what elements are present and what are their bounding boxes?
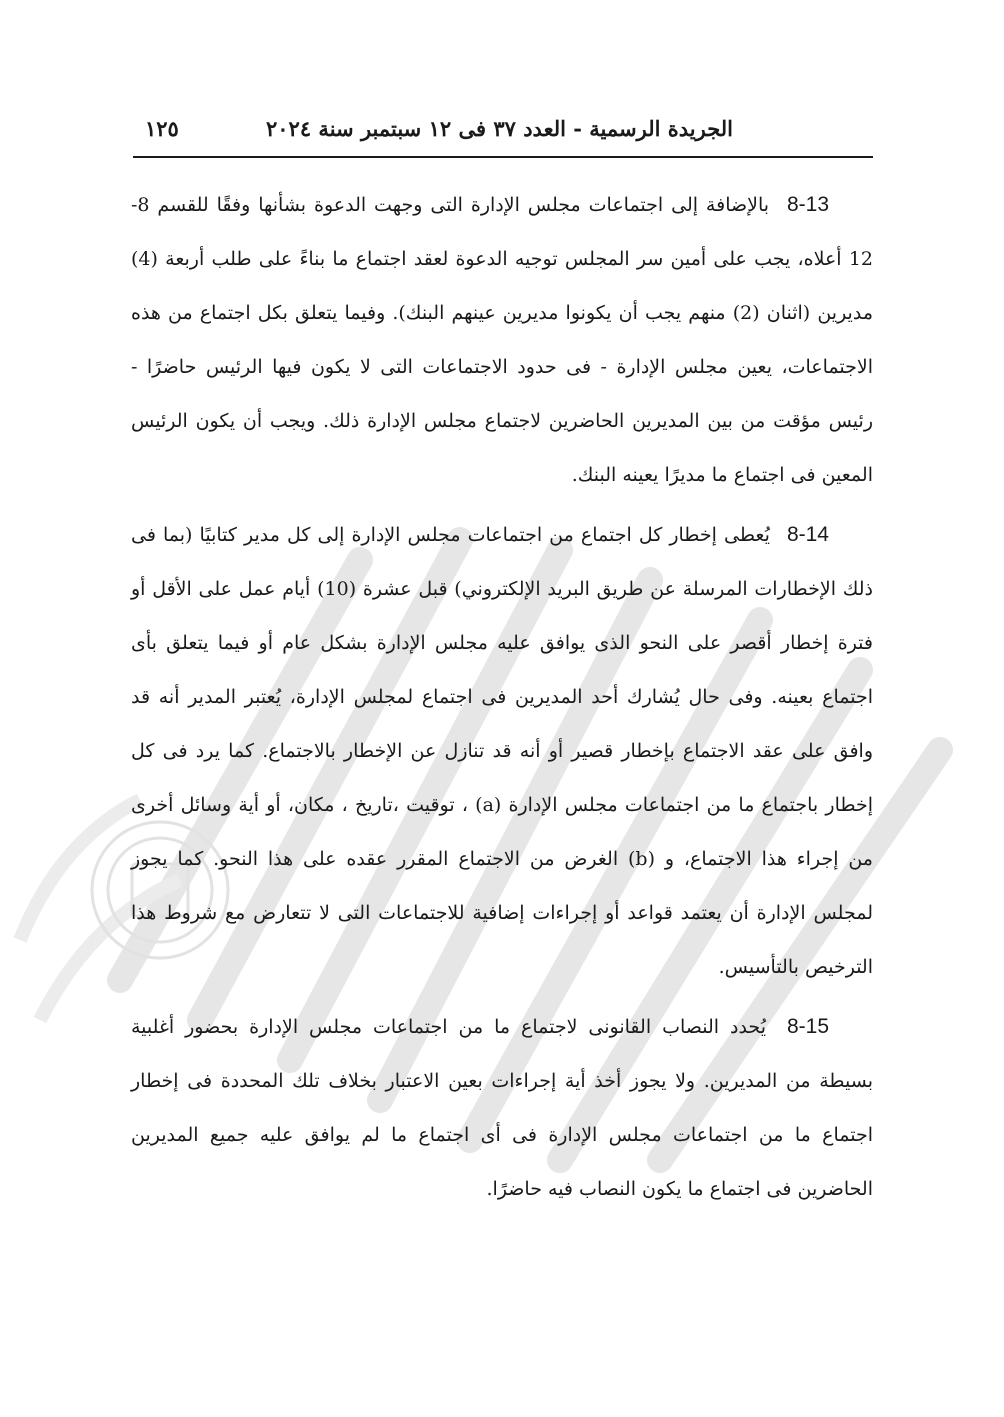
section-paragraph [131, 178, 873, 502]
section-text: يُحدد النصاب القانونى لاجتماع ما من اجتماعات مجلس الإدارة بحضور أغلبية بسيطة من المديرين. ولا يجوز أخذ أية إجراءات بعين الاعتبار بخلاف تلك المحددة فى إخطار اجتماع ما من اجتماعات مجلس الإدارة فى أى اجتماع ما لم يوافق عليه جميع المديرين الحاضرين فى اجتماع ما يكون النصاب فيه حاضرًا. [131, 1016, 873, 1200]
page-header [133, 112, 873, 152]
section-text: بالإضافة إلى اجتماعات مجلس الإدارة التى وجهت الدعوة بشأنها وفقًا للقسم 8-12 أعلاه، يجب على أمين سر المجلس توجيه الدعوة لعقد اجتماع ما بناءً على طلب أربعة (4) مديرين (اثنان (2) منهم يجب أن يكونوا مديرين عينهم البنك). وفيما يتعلق بكل اجتماع من هذه الاجتماعات، يعين مجلس الإدارة - فى حدود الاجتماعات التى لا يكون فيها الرئيس حاضرًا - رئيس مؤقت من بين المديرين الحاضرين لاجتماع مجلس الإدارة ذلك. ويجب أن يكون الرئيس المعين فى اجتماع ما مديرًا يعينه البنك. [131, 194, 873, 486]
section-text: يُعطى إخطار كل اجتماع من اجتماعات مجلس الإدارة إلى كل مدير كتابيًا (بما فى ذلك الإخطارات المرسلة عن طريق البريد الإلكتروني) قبل عشرة (10) أيام عمل على الأقل أو فترة إخطار أقصر على النحو الذى يوافق عليه مجلس الإدارة بشكل عام أو فيما يتعلق بأى اجتماع بعينه. وفى حال يُشارك أحد المديرين فى اجتماع لمجلس الإدارة، يُعتبر المدير أنه قد وافق على عقد الاجتماع بإخطار قصير أو أنه قد تنازل عن الإخطار بالاجتماع. كما يرد فى كل إخطار باجتماع ما من اجتماعات مجلس الإدارة (a) ، توقيت ،تاريخ ، مكان، أو أية وسائل أخرى من إجراء هذا الاجتماع، و (b) الغرض من الاجتماع المقرر عقده على هذا النحو. كما يجوز لمجلس الإدارة أن يعتمد قواعد أو إجراءات إضافية للاجتماعات التى لا تتعارض مع شروط هذا الترخيص بالتأسيس. [131, 524, 873, 978]
gazette-title: الجريدة الرسمية - العدد ٣٧ فى ١٢ سبتمبر سنة ٢٠٢٤ [266, 116, 733, 141]
document-body [131, 178, 873, 1222]
section-number: 8-13 [786, 193, 829, 216]
section-number: 8-14 [786, 523, 829, 546]
section-paragraph [131, 508, 873, 994]
header-divider [133, 156, 873, 158]
section-number: 8-15 [786, 1015, 829, 1038]
section-paragraph [131, 1000, 873, 1216]
page-number: ١٢٥ [145, 116, 179, 141]
